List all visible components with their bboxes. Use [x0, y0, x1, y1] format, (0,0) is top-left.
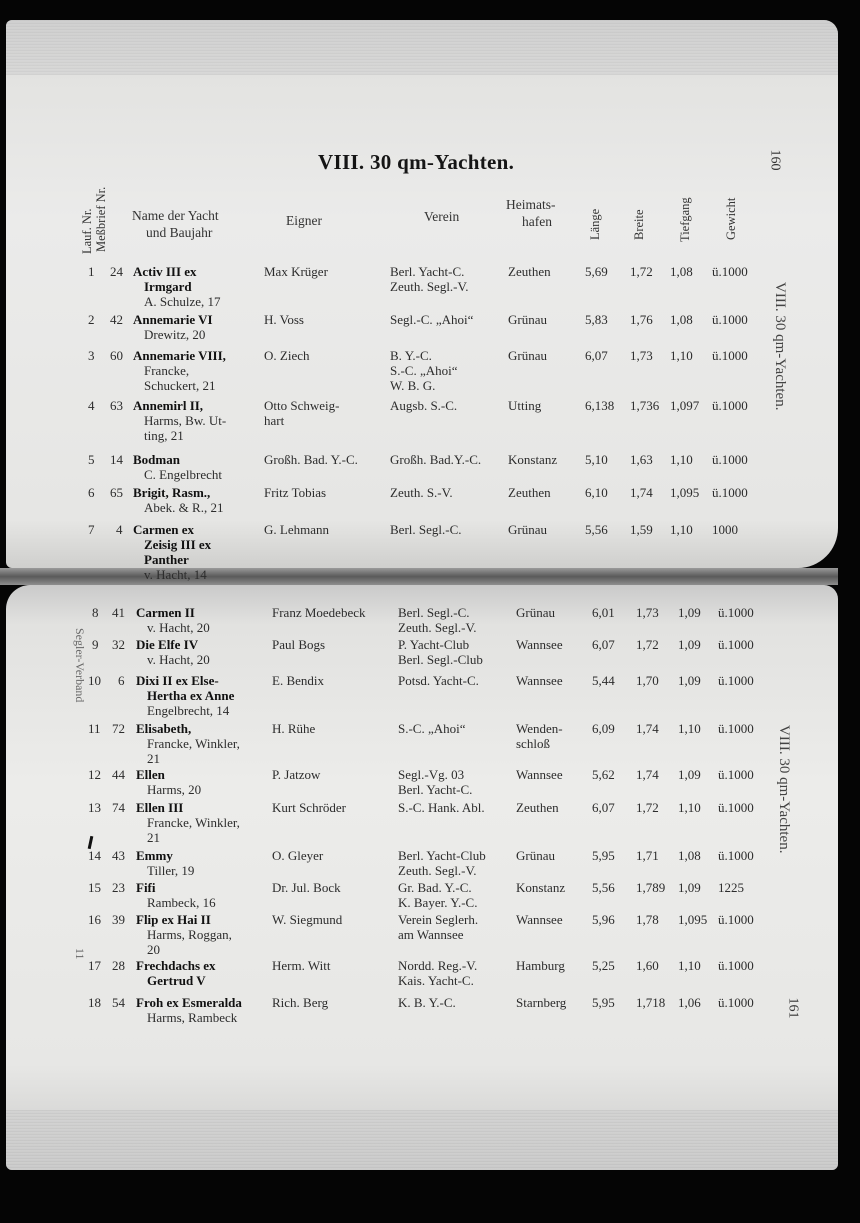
length: 5,83 — [585, 312, 608, 327]
header-tiefgang: Tiefgang — [678, 197, 692, 242]
builder-year: ting, 21 — [144, 428, 184, 443]
lauf-nr: 16 — [88, 912, 101, 927]
draft: 1,097 — [670, 398, 700, 413]
weight: ü.1000 — [718, 605, 754, 620]
builder-year: Engelbrecht, 14 — [147, 703, 230, 718]
messbrief-nr: 39 — [112, 912, 125, 927]
owner: Otto Schweig- — [264, 398, 340, 413]
yacht-name: Ellen — [136, 767, 165, 782]
yacht-name: Fifi — [136, 880, 156, 895]
owner: O. Ziech — [264, 348, 310, 363]
club: Zeuth. Segl.-V. — [398, 620, 477, 635]
page-number-top: 160 — [767, 149, 783, 171]
length: 6,01 — [592, 605, 615, 620]
yacht-name: Carmen ex — [133, 522, 195, 537]
owner: Dr. Jul. Bock — [272, 880, 341, 895]
club: Segl.-Vg. 03 — [398, 767, 465, 782]
lauf-nr: 11 — [88, 721, 101, 736]
side-publisher: Segler-Verband — [73, 628, 87, 703]
length: 5,96 — [592, 912, 615, 927]
yacht-name: Die Elfe IV — [136, 637, 199, 652]
home-port: Wannsee — [516, 912, 563, 927]
weight: ü.1000 — [712, 264, 748, 279]
builder-year: Francke, — [144, 363, 190, 378]
builder-year: Francke, Winkler, — [147, 815, 240, 830]
side-title-bottom: VIII. 30 qm-Yachten. — [776, 725, 792, 854]
club: K. Bayer. Y.-C. — [398, 895, 478, 910]
beam: 1,70 — [636, 673, 659, 688]
weight: ü.1000 — [718, 721, 754, 736]
beam: 1,59 — [630, 522, 653, 537]
yacht-name: Frechdachs ex — [136, 958, 216, 973]
club: Zeuth. S.-V. — [390, 485, 453, 500]
club: Zeuth. Segl.-V. — [398, 863, 477, 878]
club: Verein Seglerh. — [398, 912, 479, 927]
messbrief-nr: 72 — [112, 721, 125, 736]
weight: ü.1000 — [712, 452, 748, 467]
yacht-name: Carmen II — [136, 605, 195, 620]
length: 5,44 — [592, 673, 615, 688]
length: 5,10 — [585, 452, 608, 467]
yacht-name: Dixi II ex Else- — [136, 673, 219, 688]
header-messbrief-nr: Meßbrief Nr. — [94, 186, 108, 252]
builder-year: 20 — [147, 942, 160, 957]
builder-year: v. Hacht, 14 — [144, 567, 207, 582]
club: W. B. G. — [390, 378, 436, 393]
weight: ü.1000 — [718, 958, 754, 973]
lauf-nr: 14 — [88, 848, 101, 863]
club: Berl. Segl.-Club — [398, 652, 483, 667]
header-breite: Breite — [632, 209, 646, 240]
length: 5,95 — [592, 848, 615, 863]
draft: 1,09 — [678, 637, 701, 652]
home-port: Grünau — [516, 848, 555, 863]
weight: ü.1000 — [712, 348, 748, 363]
yacht-name: Panther — [144, 552, 189, 567]
beam: 1,63 — [630, 452, 653, 467]
club: Zeuth. Segl.-V. — [390, 279, 469, 294]
weight: ü.1000 — [718, 800, 754, 815]
header-laenge: Länge — [588, 208, 602, 240]
header-name-line2: und Baujahr — [146, 225, 213, 240]
yacht-name: Froh ex Esmeralda — [136, 995, 242, 1010]
weight: ü.1000 — [718, 637, 754, 652]
header-eigner: Eigner — [286, 213, 322, 228]
owner: Rich. Berg — [272, 995, 329, 1010]
page-number-bottom: 161 — [785, 997, 801, 1019]
home-port: Konstanz — [516, 880, 566, 895]
header-verein: Verein — [424, 209, 460, 224]
draft: 1,09 — [678, 673, 701, 688]
bottom-page-edges — [6, 1110, 838, 1170]
owner: Großh. Bad. Y.-C. — [264, 452, 358, 467]
lauf-nr: 3 — [88, 348, 95, 363]
draft: 1,09 — [678, 605, 701, 620]
club: Berl. Yacht-C. — [398, 782, 473, 797]
draft: 1,095 — [678, 912, 708, 927]
messbrief-nr: 43 — [112, 848, 125, 863]
home-port: Grünau — [508, 312, 547, 327]
length: 5,56 — [585, 522, 608, 537]
yacht-name: Annemarie VIII, — [133, 348, 226, 363]
builder-year: Tiller, 19 — [147, 863, 195, 878]
beam: 1,73 — [636, 605, 659, 620]
club: Berl. Segl.-C. — [390, 522, 462, 537]
owner: G. Lehmann — [264, 522, 329, 537]
lauf-nr: 17 — [88, 958, 101, 973]
club: B. Y.-C. — [390, 348, 432, 363]
weight: ü.1000 — [718, 995, 754, 1010]
draft: 1,08 — [670, 312, 693, 327]
draft: 1,095 — [670, 485, 700, 500]
builder-year: v. Hacht, 20 — [147, 652, 210, 667]
length: 5,25 — [592, 958, 615, 973]
messbrief-nr: 23 — [112, 880, 125, 895]
header-name-line1: Name der Yacht — [132, 208, 219, 223]
messbrief-nr: 41 — [112, 605, 125, 620]
club: Gr. Bad. Y.-C. — [398, 880, 472, 895]
messbrief-nr: 32 — [112, 637, 125, 652]
club: Segl.-C. „Ahoi“ — [390, 312, 474, 327]
messbrief-nr: 42 — [110, 312, 123, 327]
yacht-name: Ellen III — [136, 800, 184, 815]
club: S.-C. Hank. Abl. — [398, 800, 485, 815]
yacht-name: Emmy — [136, 848, 173, 863]
owner: Max Krüger — [264, 264, 328, 279]
owner: W. Siegmund — [272, 912, 343, 927]
draft: 1,10 — [678, 800, 701, 815]
messbrief-nr: 60 — [110, 348, 123, 363]
length: 6,07 — [585, 348, 608, 363]
beam: 1,71 — [636, 848, 659, 863]
beam: 1,74 — [630, 485, 653, 500]
lauf-nr: 8 — [92, 605, 99, 620]
club: S.-C. „Ahoi“ — [398, 721, 466, 736]
beam: 1,74 — [636, 721, 659, 736]
page-title: VIII. 30 qm-Yachten. — [318, 150, 515, 174]
yacht-name: Zeisig III ex — [144, 537, 212, 552]
book-gutter — [0, 568, 838, 585]
messbrief-nr: 14 — [110, 452, 123, 467]
draft: 1,09 — [678, 880, 701, 895]
yacht-name: Annemirl II, — [133, 398, 204, 413]
yacht-name: Brigit, Rasm., — [133, 485, 211, 500]
club: Berl. Yacht-Club — [398, 848, 486, 863]
beam: 1,789 — [636, 880, 666, 895]
messbrief-nr: 24 — [110, 264, 123, 279]
owner: P. Jatzow — [272, 767, 321, 782]
lauf-nr: 18 — [88, 995, 101, 1010]
draft: 1,09 — [678, 767, 701, 782]
lauf-nr: 1 — [88, 264, 95, 279]
builder-year: Harms, Bw. Ut- — [144, 413, 227, 428]
lauf-nr: 7 — [88, 522, 95, 537]
club: P. Yacht-Club — [398, 637, 470, 652]
home-port: Zeuthen — [516, 800, 559, 815]
club: K. B. Y.-C. — [398, 995, 456, 1010]
yacht-name: Activ III ex — [133, 264, 197, 279]
home-port: Utting — [508, 398, 542, 413]
yacht-name: Bodman — [133, 452, 180, 467]
owner: Franz Moedebeck — [272, 605, 366, 620]
home-port: Grünau — [508, 348, 547, 363]
length: 6,09 — [592, 721, 615, 736]
beam: 1,718 — [636, 995, 666, 1010]
beam: 1,736 — [630, 398, 660, 413]
weight: ü.1000 — [718, 673, 754, 688]
home-port: Zeuthen — [508, 485, 551, 500]
beam: 1,72 — [636, 637, 659, 652]
length: 6,138 — [585, 398, 615, 413]
home-port: Hamburg — [516, 958, 565, 973]
draft: 1,10 — [670, 522, 693, 537]
home-port: schloß — [516, 736, 550, 751]
messbrief-nr: 44 — [112, 767, 125, 782]
owner: Herm. Witt — [272, 958, 331, 973]
lauf-nr: 5 — [88, 452, 95, 467]
lauf-nr: 12 — [88, 767, 101, 782]
lauf-nr: 15 — [88, 880, 101, 895]
builder-year: Abek. & R., 21 — [144, 500, 224, 515]
builder-year: 21 — [147, 830, 160, 845]
draft: 1,08 — [678, 848, 701, 863]
beam: 1,78 — [636, 912, 659, 927]
header-heimatshafen-line2: hafen — [522, 214, 552, 229]
owner: Kurt Schröder — [272, 800, 347, 815]
yacht-name: Flip ex Hai II — [136, 912, 211, 927]
length: 5,56 — [592, 880, 615, 895]
home-port: Starnberg — [516, 995, 567, 1010]
owner: Fritz Tobias — [264, 485, 327, 500]
messbrief-nr: 6 — [118, 673, 125, 688]
draft: 1,06 — [678, 995, 701, 1010]
yacht-name: Irmgard — [144, 279, 192, 294]
header-lauf-nr: Lauf. Nr. — [80, 208, 94, 254]
lauf-nr: 13 — [88, 800, 101, 815]
builder-year: Harms, 20 — [147, 782, 202, 797]
draft: 1,10 — [678, 721, 701, 736]
builder-year: Harms, Roggan, — [147, 927, 232, 942]
builder-year: v. Hacht, 20 — [147, 620, 210, 635]
lauf-nr: 6 — [88, 485, 95, 500]
length: 6,07 — [592, 800, 615, 815]
length: 5,69 — [585, 264, 608, 279]
header-heimatshafen-line1: Heimats- — [506, 197, 556, 212]
club: S.-C. „Ahoi“ — [390, 363, 458, 378]
draft: 1,10 — [678, 958, 701, 973]
builder-year: Drewitz, 20 — [144, 327, 206, 342]
weight: 1225 — [718, 880, 744, 895]
yacht-name: Hertha ex Anne — [147, 688, 235, 703]
builder-year: Harms, Rambeck — [147, 1010, 238, 1025]
builder-year: Francke, Winkler, — [147, 736, 240, 751]
builder-year: C. Engelbrecht — [144, 467, 222, 482]
weight: ü.1000 — [718, 912, 754, 927]
yacht-name: Annemarie VI — [133, 312, 213, 327]
messbrief-nr: 28 — [112, 958, 125, 973]
side-mark: 11 — [73, 948, 87, 960]
weight: ü.1000 — [718, 848, 754, 863]
club: Augsb. S.-C. — [390, 398, 458, 413]
lauf-nr: 4 — [88, 398, 95, 413]
club: am Wannsee — [398, 927, 464, 942]
lauf-nr: 2 — [88, 312, 95, 327]
owner: E. Bendix — [272, 673, 324, 688]
owner: Paul Bogs — [272, 637, 326, 652]
home-port: Wenden- — [516, 721, 563, 736]
draft: 1,10 — [670, 452, 693, 467]
top-page-edges — [6, 20, 838, 75]
builder-year: A. Schulze, 17 — [144, 294, 221, 309]
home-port: Grünau — [508, 522, 547, 537]
header-gewicht: Gewicht — [724, 197, 738, 240]
club: Potsd. Yacht-C. — [398, 673, 479, 688]
club: Berl. Segl.-C. — [398, 605, 470, 620]
club: Berl. Yacht-C. — [390, 264, 465, 279]
messbrief-nr: 65 — [110, 485, 123, 500]
home-port: Konstanz — [508, 452, 558, 467]
messbrief-nr: 54 — [112, 995, 125, 1010]
beam: 1,60 — [636, 958, 659, 973]
beam: 1,72 — [630, 264, 653, 279]
lauf-nr: 9 — [92, 637, 99, 652]
messbrief-nr: 74 — [112, 800, 125, 815]
weight: 1000 — [712, 522, 738, 537]
messbrief-nr: 63 — [110, 398, 123, 413]
weight: ü.1000 — [712, 485, 748, 500]
owner: O. Gleyer — [272, 848, 324, 863]
weight: ü.1000 — [712, 312, 748, 327]
beam: 1,74 — [636, 767, 659, 782]
yacht-name: Gertrud V — [147, 973, 206, 988]
yacht-name: Elisabeth, — [136, 721, 192, 736]
draft: 1,10 — [670, 348, 693, 363]
weight: ü.1000 — [712, 398, 748, 413]
builder-year: Rambeck, 16 — [147, 895, 216, 910]
home-port: Wannsee — [516, 673, 563, 688]
messbrief-nr: 4 — [116, 522, 123, 537]
lauf-nr: 10 — [88, 673, 101, 688]
beam: 1,76 — [630, 312, 653, 327]
club: Kais. Yacht-C. — [398, 973, 474, 988]
home-port: Wannsee — [516, 767, 563, 782]
owner: hart — [264, 413, 285, 428]
beam: 1,72 — [636, 800, 659, 815]
builder-year: 21 — [147, 751, 160, 766]
club: Nordd. Reg.-V. — [398, 958, 478, 973]
home-port: Zeuthen — [508, 264, 551, 279]
weight: ü.1000 — [718, 767, 754, 782]
club: Großh. Bad.Y.-C. — [390, 452, 482, 467]
length: 6,07 — [592, 637, 615, 652]
length: 5,95 — [592, 995, 615, 1010]
draft: 1,08 — [670, 264, 693, 279]
length: 5,62 — [592, 767, 615, 782]
owner: H. Voss — [264, 312, 304, 327]
home-port: Grünau — [516, 605, 555, 620]
beam: 1,73 — [630, 348, 653, 363]
length: 6,10 — [585, 485, 608, 500]
side-title-top: VIII. 30 qm-Yachten. — [772, 282, 788, 411]
home-port: Wannsee — [516, 637, 563, 652]
owner: H. Rühe — [272, 721, 316, 736]
builder-year: Schuckert, 21 — [144, 378, 216, 393]
